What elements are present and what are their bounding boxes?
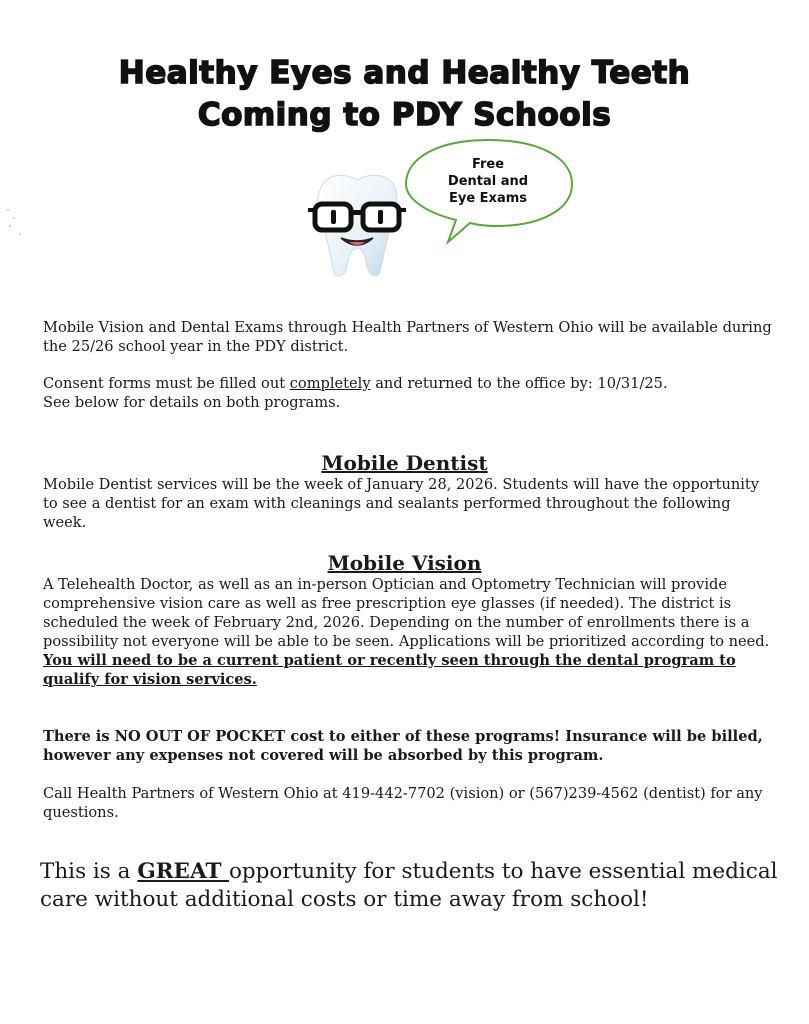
consent-text-start: Consent forms must be filled out: [43, 375, 290, 392]
title-line-1: Healthy Eyes and Healthy Teeth: [118, 55, 691, 91]
vision-body: A Telehealth Doctor, as well as an in-person Optician and Optometry Technician will provide comprehensive vision care as well as free prescription eye glasses (if needed). The district is scheduled the week of February 2nd, 2026. Depending on the number of enrollments there is a possibility not everyone will be able to be seen. Applications will be prioritized according to need.: [43, 576, 770, 650]
consent-paragraph: [43, 374, 773, 412]
mobile-dentist-heading: Mobile Dentist: [321, 451, 488, 475]
consent-text-end: and returned to the office by: 10/31/25.: [370, 375, 668, 392]
bubble-line-1: Free: [471, 157, 505, 172]
closing-end: opportunity for students to have essential medical care without additional costs or time away from school!: [40, 859, 778, 912]
mobile-vision-heading: Mobile Vision: [327, 551, 482, 575]
contact-text: Call Health Partners of Western Ohio at 419-442-7702 (vision) or (567)239-4562 (dentist) for any questions.: [43, 785, 763, 821]
bubble-callout-text: [412, 156, 564, 207]
mobile-vision-paragraph: [43, 575, 773, 689]
vision-requirement: You will need to be a current patient or recently seen through the dental program to qualify for vision services.: [43, 652, 736, 688]
intro-text: Mobile Vision and Dental Exams through Health Partners of Western Ohio will be available during the 25/26 school year in the PDY district.: [43, 319, 772, 355]
bubble-line-3: Eye Exams: [448, 191, 528, 206]
consent-emphasis: completely: [289, 375, 371, 392]
closing-start: This is a: [40, 859, 138, 884]
tooth-with-glasses-icon: [305, 170, 409, 278]
intro-paragraph: [43, 318, 773, 356]
cost-notice: [43, 727, 773, 765]
closing-emphasis: GREAT: [137, 859, 229, 884]
page-title: [0, 52, 809, 136]
mobile-dentist-paragraph: [43, 475, 773, 532]
closing-statement: [40, 858, 780, 914]
bubble-line-2: Dental and: [447, 174, 529, 189]
details-text: See below for details on both programs.: [43, 394, 341, 411]
dentist-body: Mobile Dentist services will be the week of January 28, 2026. Students will have the opportunity to see a dentist for an exam with cleanings and sealants performed throughout the following week.: [43, 476, 760, 531]
scan-specks-decoration: [4, 206, 26, 240]
cost-notice-text: There is NO OUT OF POCKET cost to either of these programs! Insurance will be billed, however any expenses not covered will be absorbed by this program.: [43, 728, 763, 764]
title-line-2: Coming to PDY Schools: [197, 97, 612, 133]
contact-paragraph: [43, 784, 773, 822]
